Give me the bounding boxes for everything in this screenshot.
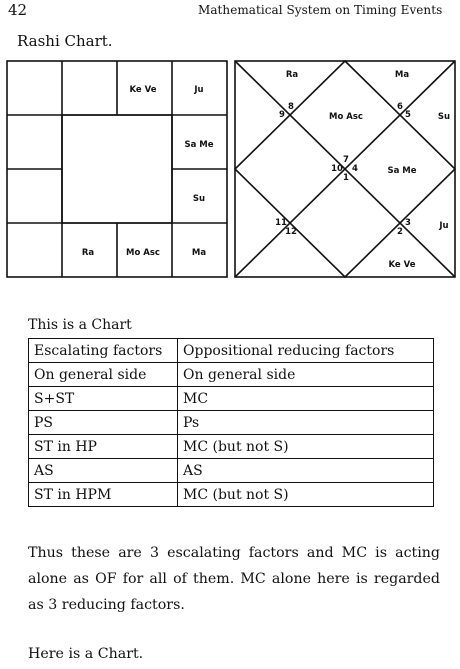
house-number: 1 [343, 173, 349, 183]
house-number: 3 [405, 218, 411, 228]
south-cell-label: Su [192, 194, 206, 204]
house-number: 4 [352, 164, 358, 174]
south-cell-label: Ma [191, 248, 207, 258]
table-cell: MC [178, 387, 434, 411]
running-head: Mathematical System on Timing Events [198, 3, 443, 17]
factors-table [28, 338, 434, 507]
table-cell: PS [29, 411, 178, 435]
table-cell: Ps [178, 411, 434, 435]
section-title: Rashi Chart. [17, 32, 113, 50]
south-cell-label: Sa Me [184, 140, 214, 150]
house-number: 12 [285, 227, 297, 237]
north-indian-chart [235, 61, 457, 279]
page-number: 42 [8, 1, 28, 19]
table-cell: ST in HP [29, 435, 178, 459]
table-caption: This is a Chart [28, 317, 132, 333]
north-planet-label: Sa Me [387, 166, 417, 176]
house-number: 2 [397, 227, 403, 237]
column-header: Escalating factors [29, 339, 178, 363]
house-number: 5 [405, 110, 411, 120]
north-planet-label: Mo Asc [329, 112, 363, 122]
south-cell-label: Ra [81, 248, 95, 258]
closing-line: Here is a Chart. [28, 646, 144, 662]
column-header: Oppositional reducing factors [178, 339, 434, 363]
table-header-row [29, 339, 434, 363]
south-cell-label: Ju [194, 85, 204, 95]
table-row [29, 483, 434, 507]
house-number: 10 [331, 164, 343, 174]
table-cell: On general side [178, 363, 434, 387]
north-planet-label: Ma [394, 70, 410, 80]
house-number: 8 [288, 102, 294, 112]
south-cell-label: Ke Ve [129, 85, 157, 95]
table-row [29, 363, 434, 387]
north-planet-label: Su [437, 112, 451, 122]
house-number: 6 [397, 102, 403, 112]
body-paragraph: Thus these are 3 escalating factors and MC is acting alone as OF for all of them. MC alone here is regarded as 3 reducing factors. [28, 545, 440, 613]
table-row [29, 387, 434, 411]
table-cell: MC (but not S) [178, 435, 434, 459]
table-cell: On general side [29, 363, 178, 387]
table-row [29, 411, 434, 435]
north-planet-label: Ra [285, 70, 299, 80]
north-planet-label: Ke Ve [388, 260, 416, 270]
table-row [29, 459, 434, 483]
house-number: 9 [279, 110, 285, 120]
south-cell-label: Mo Asc [126, 248, 160, 258]
house-number: 7 [343, 155, 349, 165]
table-cell: MC (but not S) [178, 483, 434, 507]
table-cell: S+ST [29, 387, 178, 411]
house-number: 11 [275, 218, 287, 228]
table-cell: AS [29, 459, 178, 483]
north-planet-label: Ju [439, 221, 449, 231]
table-cell: ST in HPM [29, 483, 178, 507]
table-cell: AS [178, 459, 434, 483]
table-row [29, 435, 434, 459]
south-indian-chart [7, 61, 229, 279]
